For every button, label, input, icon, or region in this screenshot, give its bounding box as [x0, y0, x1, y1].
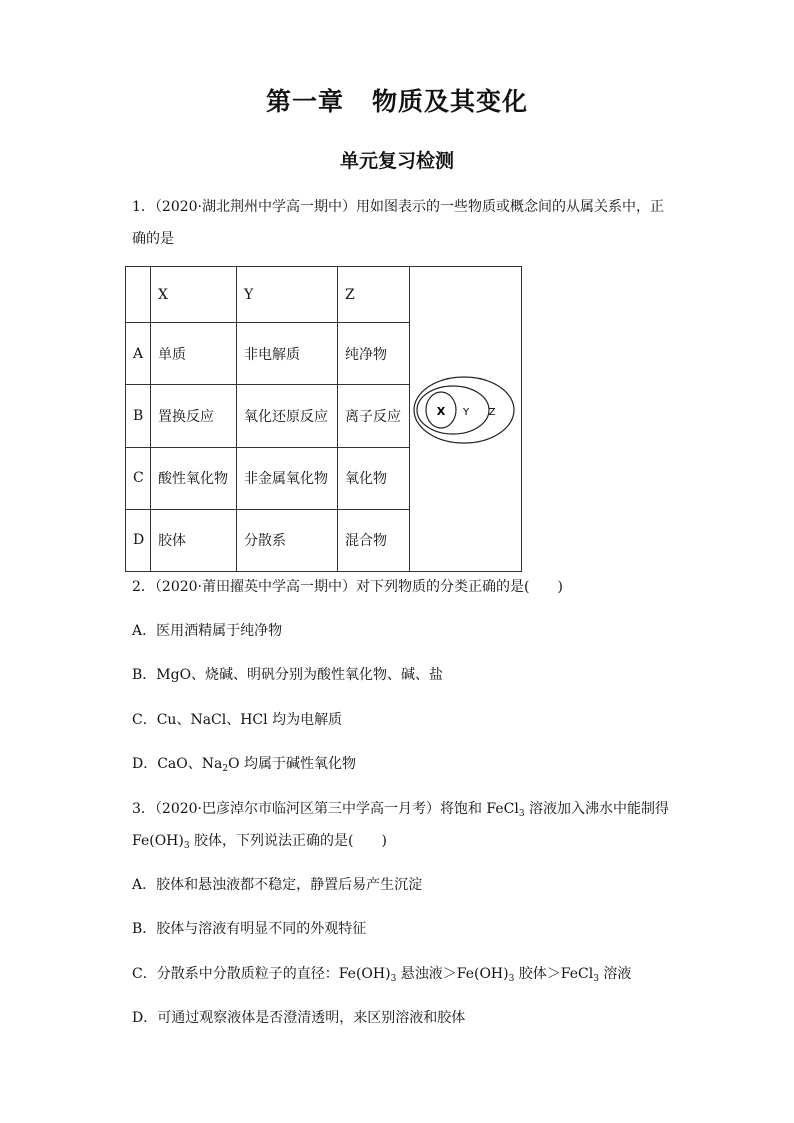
q2-d-text-end: O 均属于碱性氧化物: [228, 756, 357, 772]
q3-stem-text: 3．（2020·巴彦淖尔市临河区第三中学高一月考）将饱和 FeCl: [132, 801, 519, 817]
row-letter: C: [126, 447, 151, 509]
cell-x: 置换反应: [151, 385, 237, 447]
header-y: Y: [237, 267, 338, 323]
q2-option-c: C．Cu、NaCl、HCl 均为电解质: [132, 712, 343, 728]
q2-option-d: [132, 754, 356, 774]
q1-options-table: [125, 266, 522, 572]
header-z: Z: [338, 267, 410, 323]
q2-option-a: A．医用酒精属于纯净物: [132, 623, 283, 639]
label-x: X: [436, 405, 446, 418]
subscript: 3: [508, 974, 515, 984]
cell-y: 非电解质: [237, 323, 338, 385]
q3-stem-line1: [132, 799, 669, 819]
q3-stem2-text: Fe(OH): [132, 833, 184, 849]
section-subtitle: 单元复习检测: [339, 150, 454, 172]
cell-z: 离子反应: [338, 385, 410, 447]
q1-stem-line1: 1．（2020·湖北荆州中学高一期中）用如图表示的一些物质或概念间的从属关系中，正: [132, 199, 664, 215]
q2-option-b: B．MgO、烧碱、明矾分别为酸性氧化物、碱、盐: [132, 667, 444, 683]
q3-option-c: [132, 964, 631, 984]
nested-ellipse-diagram: [410, 267, 521, 567]
cell-y: 分散系: [237, 509, 338, 571]
cell-z: 纯净物: [338, 323, 410, 385]
chapter-number: 第一章: [265, 87, 344, 116]
table-header-row: [126, 267, 522, 323]
subscript: 3: [518, 809, 525, 819]
subscript: 3: [593, 974, 599, 984]
q2-stem: 2．（2020·莆田擢英中学高一期中）对下列物质的分类正确的是( ): [132, 579, 563, 595]
q1-stem-line2: 确的是: [132, 231, 174, 247]
cell-x: 酸性氧化物: [151, 447, 237, 509]
q3-c-text-3: 胶体＞FeCl: [514, 966, 594, 982]
label-z: Z: [488, 407, 496, 418]
q3-c-text-2: 悬浊液＞Fe(OH): [396, 966, 509, 982]
row-letter: B: [126, 385, 151, 447]
q3-stem-text-end: 溶液加入沸水中能制得: [524, 801, 670, 817]
table-corner-cell: [126, 267, 151, 323]
subscript: 2: [222, 764, 229, 774]
q3-option-b: B．胶体与溶液有明显不同的外观特征: [132, 921, 367, 937]
chapter-title: [0, 82, 794, 118]
subscript: 3: [183, 841, 190, 851]
q3-stem2-text-end: 胶体，下列说法正确的是( ): [189, 833, 387, 849]
ellipse-y: [417, 386, 489, 434]
q2-d-text: D．CaO、Na: [132, 756, 223, 772]
cell-x: 胶体: [151, 509, 237, 571]
cell-x: 单质: [151, 323, 237, 385]
cell-y: 非金属氧化物: [237, 447, 338, 509]
venn-figure-cell: [410, 267, 522, 572]
cell-z: 氧化物: [338, 447, 410, 509]
chapter-name: 物质及其变化: [372, 87, 529, 116]
row-letter: D: [126, 509, 151, 571]
q3-c-text-4: 溶液: [598, 966, 632, 982]
cell-y: 氧化还原反应: [237, 385, 338, 447]
q3-stem-line2: [132, 831, 387, 851]
label-y: Y: [462, 407, 470, 418]
cell-z: 混合物: [338, 509, 410, 571]
q3-c-text-1: C．分散系中分散质粒子的直径：Fe(OH): [132, 966, 391, 982]
row-letter: A: [126, 323, 151, 385]
subscript: 3: [390, 974, 397, 984]
q3-option-d: D．可通过观察液体是否澄清透明，来区别溶液和胶体: [132, 1010, 466, 1026]
header-x: X: [151, 267, 237, 323]
q3-option-a: A．胶体和悬浊液都不稳定，静置后易产生沉淀: [132, 877, 423, 893]
